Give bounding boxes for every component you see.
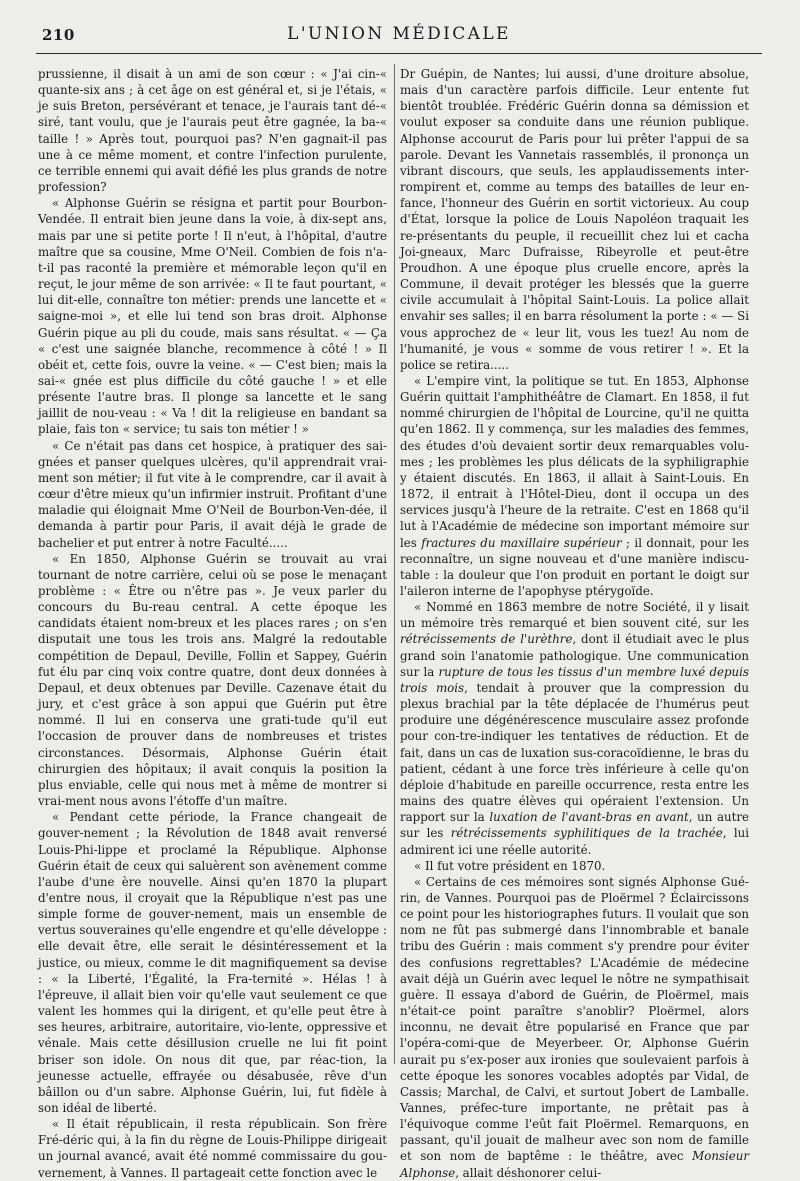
paragraph: « Pendant cette période, la France changeait de gouver-nement ; la Révolution de 1848 avait renversé Louis-Phi-lippe et proclamé la République. Alphonse Guérin était de ceux qui saluèrent son avènement comme l'aube d'une ère nouvelle. Ainsi qu'en 1870 la plupart d'entre nous, il croyait que la République n'est pas une simple forme de gouver-nement, mais un ensemble de vertus souveraines qu'elle engendre et qu'elle développe : elle devait être, elle serait le désintéressement et la justice, ou mieux, comme le dit magnifiquement sa devise : « la Liberté, l'Égalité, la Fra-ternité ». Hélas ! à l'épreuve, il allait bien voir qu'elle vaut seulement ce que valent les hommes qui la dirigent, et qu'elle peut être à ses heures, arbitraire, autoritaire, vio-lente, oppressive et vénale. Mais cette désillusion cruelle ne lui fit point briser son idole. On nous dit que, par réac-tion, la jeunesse actuelle, effrayée ou désabusée, rêve d'un bâillon ou d'un sabre. Alphonse Guérin, lui, fut fidèle à son idéal de liberté. <box>38 810 387 1115</box>
paragraph: « Certains de ces mémoires sont signés Alphonse Gué-rin, de Vannes. Pourquoi pas de Ploërmel ? Éclaircissons ce point pour les historiographes futurs. Il voulait que son nom ne fût pas submergé dans l'innombrable et banale tribu des Guérin : mais comment s'y prendre pour éviter des confusions regrettables? L'Académie de médecine avait déjà un Guérin avec lequel le nôtre ne sympathisait guère. Il essaya d'abord de Guérin, de Ploërmel, mais n'était-ce point paraître s'anoblir? Ploërmel, alors inconnu, ne devait être popularisé en France que par l'opéra-comi-que de Meyerbeer. Or, Alphonse Guérin aurait pu s'ex-poser aux ironies que soulevaient parfois à cette époque les sonores vocables adoptés par Vidal, de Cassis; Marchal, de Calvi, et surtout Jobert de Lamballe. Vannes, préfec-ture importante, ne prêtait pas à l'équivoque comme l'eût fait Ploërmel. Remarquons, en passant, qu'il jouait de malheur avec son nom de famille et son nom de baptême : le théâtre, avec Monsieur Alphonse, allait déshonorer celui- <box>400 874 749 1180</box>
paragraph: « En 1850, Alphonse Guérin se trouvait au vrai tournant de notre carrière, celui où se pose le menaçant problème : « Être ou n'être pas ». Je veux parler du concours du Bu-reau central. A cette époque les candidats étaient nom-breux et les places rares ; on s'en disputait une tous les trois ans. Malgré la redoutable compétition de Depaul, Deville, Follin et Sappey, Guérin fut élu par cinq voix contre quatre, dont deux données à Depaul, et deux obtenues par Deville. Cazenave était du jury, et c'est grâce à son appui que Guérin put être nommé. Il lui en conserva une grati-tude qu'il eut l'occasion de prouver dans de nombreuses et tristes circonstances. Désormais, Alphonse Guérin était chirurgien des hôpitaux; il avait conquis la position la plus enviable, celle qui nous met à même de montrer si vrai-ment nous avons l'étoffe d'un maître. <box>38 551 387 809</box>
column-divider <box>394 64 395 1064</box>
page-header <box>38 22 760 50</box>
paragraph: « Alphonse Guérin se résigna et partit pour Bourbon-Vendée. Il entrait bien jeune dans la voie, à dix-sept ans, mais par une si petite porte ! Il n'eut, à l'hôpital, d'autre maître que sa cousine, Mme O'Neil. Combien de fois n'a-t-il pas raconté la première et mémorable leçon qu'il en reçut, le jour même de son arrivée: « Il te faut pourtant, « lui dit-elle, connaître ton métier: prends une lancette et « saigne-moi », et elle lui tend son bras droit. Alphonse Guérin pique au pli du coude, mais sans résultat. « — Ça « c'est une saignée blanche, recommence à côté ! » Il obéit et, cette fois, ouvre la veine. « — C'est bien; mais la sai-« gnée est plus difficile du côté gauche ! » et elle présente l'autre bras. Il plonge sa lancette et le sang jaillit de nou-veau : « Va ! dit la religieuse en bandant sa plaie, fais ton « service; tu sais ton métier ! » <box>38 196 387 437</box>
page-number: 210 <box>42 26 75 44</box>
paragraph: Dr Guépin, de Nantes; lui aussi, d'une droiture absolue, mais d'un caractère parfois difficile. Leur entente fut bientôt troublée. Frédéric Guérin donna sa démission et voulut exposer sa conduite dans une réunion publique. Alphonse accourut de Paris pour lui prêter l'appui de sa parole. Devant les Vannetais rassemblés, il prononça un vibrant discours, que seuls, les applaudissements inter-rompirent et, comme au temps des batailles de leur en-fance, l'honneur des Guérin en sortit victorieux. Au coup d'État, lorsque la police de Louis Napoléon traquait les re-présentants du peuple, il recueillit chez lui et cacha Joi-gneaux, Marc Dufraisse, Ribeyrolle et peut-être Proudhon. A une époque plus cruelle encore, après la Commune, il devait protéger les blessés que la guerre civile accumulait à l'hôpital Saint-Louis. La police allait envahir ses salles; il en barra résolument la porte : « — Si vous approchez de « leur lit, vous les tuez! Au nom de l'humanité, je vous « somme de vous retirer ! ». Et la police se retira..... <box>400 67 749 372</box>
paragraph: « Il fut votre président en 1870. <box>414 858 606 873</box>
paragraph: « Ce n'était pas dans cet hospice, à pratiquer des sai-gnées et panser quelques ulcères, qu'il apprendrait vrai-ment son métier; il fut vite à le comprendre, car il avait à cœur d'être mieux qu'un infirmier instruit. Profitant d'une maladie qui éloignait Mme O'Neil de Bourbon-Ven-dée, il demanda à partir pour Paris, il avait déjà le grade de bachelier et put entrer à notre Faculté..... <box>38 438 387 550</box>
paragraph: prussienne, il disait à un ami de son cœur : « J'ai cin-« quante-six ans ; à cet âge on est général et, si je l'étais, « je suis Breton, persévérant et tenace, je l'aurais tant dé-« siré, tant voulu, que je l'aurais peut être gagnée, la ba-« taille ! » Après tout, pourquoi pas? N'en gagnait-il pas une à ce même moment, et contre l'infection purulente, ce terrible ennemi qui avait défié les plus grands de notre profession? <box>38 67 387 195</box>
paragraph: « Nommé en 1863 membre de notre Société, il y lisait un mémoire très remarqué et bien souvent cité, sur les rétrécissements de l'urèthre, dont il étudiait avec le plus grand soin l'anatomie pathologique. Une communication sur la rupture de tous les tissus d'un membre luxé depuis trois mois, tendait à prouver que la compression du plexus brachial par la tête déplacée de l'humérus peut produire une dégénérescence musculaire assez profonde pour con-tre-indiquer les tentatives de réduction. Et de fait, dans un cas de luxation sus-coracoïdienne, le bras du patient, cédant à une force très inférieure à celle qu'on déploie d'habitude en pareille occurrence, resta entre les mains des quatre élèves qui opéraient l'extension. Un rapport sur la luxation de l'avant-bras en avant, un autre sur les rétrécissements syphilitiques de la trachée, lui admirent ici une réelle autorité. <box>400 600 749 857</box>
paragraph: « Il était républicain, il resta républicain. Son frère Fré-déric qui, à la fin du règne de Louis-Philippe dirigeait un journal avancé, avait été nommé commissaire du gou-vernement, à Vannes. Il partageait cette fonction avec le <box>38 1117 387 1180</box>
left-column <box>38 66 387 1180</box>
right-column <box>400 66 750 1180</box>
header-rule <box>36 53 762 54</box>
paragraph: « L'empire vint, la politique se tut. En 1853, Alphonse Guérin quittait l'amphithéâtre de Clamart. En 1858, il fut nommé chirurgien de l'hôpital de Lourcine, qu'il ne quitta qu'en 1862. Il y commença, sur les maladies des femmes, des études d'où devaient sortir deux remarquables volu-mes ; les problèmes les plus délicats de la syphiligraphie y étaient discutés. En 1863, il allait à Saint-Louis. En 1872, il entrait à l'Hôtel-Dieu, dont il occupa un des services jusqu'à l'heure de la retraite. C'est en 1868 qu'il lut à l'Académie de médecine son important mémoire sur les fractures du maxillaire supérieur ; il donnait, pour les reconnaître, un signe nouveau et d'une manière indiscu-table : la douleur que l'on produit en portant le doigt sur l'aileron interne de l'apophyse ptérygoïde. <box>400 373 750 598</box>
running-title: L'UNION MÉDICALE <box>287 24 511 44</box>
